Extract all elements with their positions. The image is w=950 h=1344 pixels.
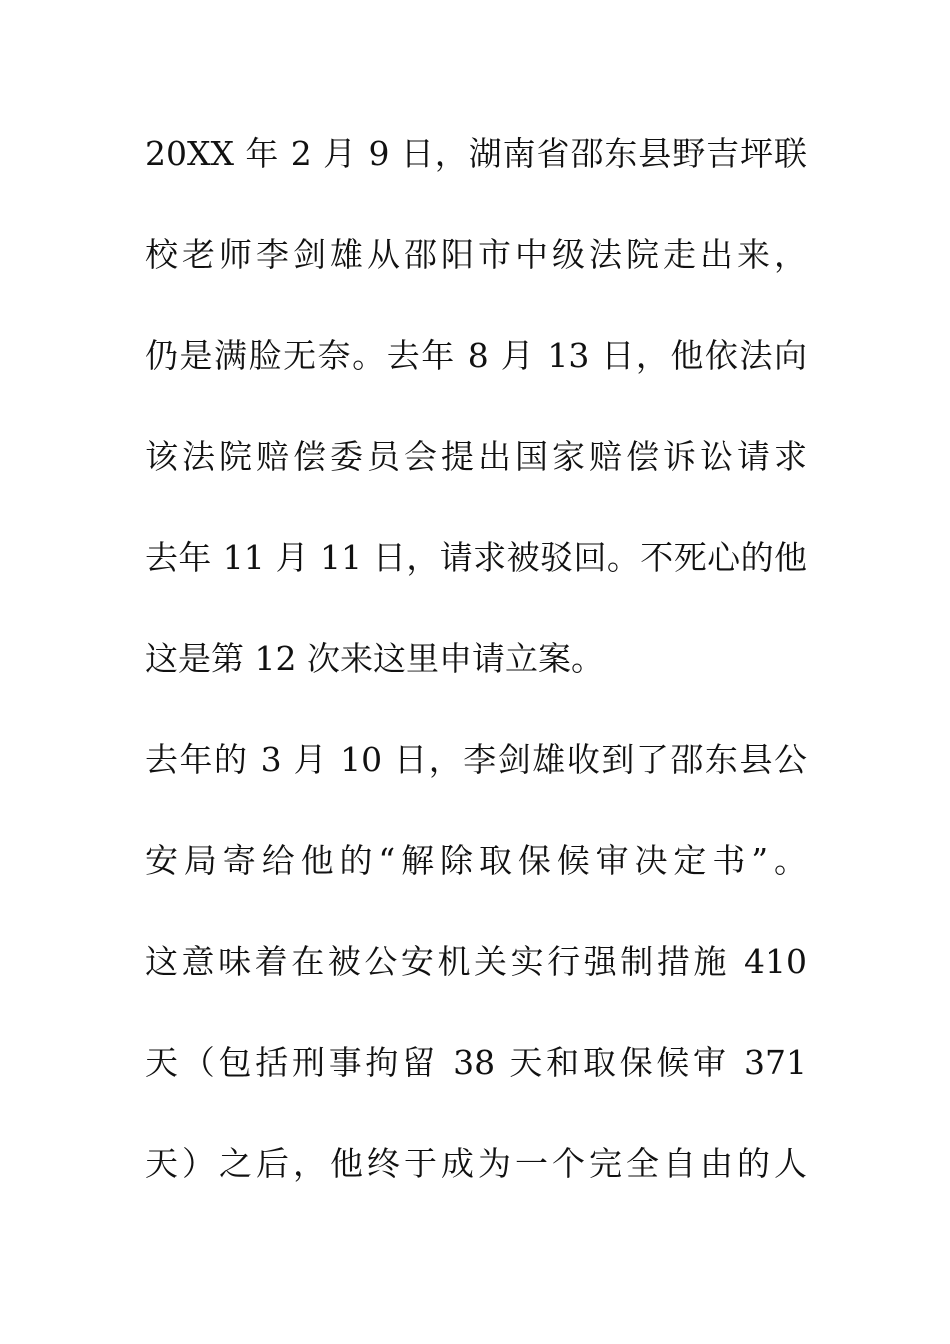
text-line-11: 天）之后，他终于成为一个完全自由的人 — [145, 1144, 807, 1183]
text-line-4: 该法院赔偿委员会提出国家赔偿诉讼请求 — [145, 437, 807, 476]
text-line-6: 这是第 12 次来这里申请立案。 — [145, 639, 604, 678]
text-line-10: 天（包括刑事拘留 38 天和取保候审 371 — [145, 1043, 807, 1082]
text-line-3: 仍是满脸无奈。去年 8 月 13 日，他依法向 — [145, 336, 807, 375]
body-text — [145, 128, 807, 1239]
text-line-1: 20XX 年 2 月 9 日，湖南省邵东县野吉坪联 — [145, 134, 807, 173]
text-line-7: 去年的 3 月 10 日，李剑雄收到了邵东县公 — [145, 740, 807, 779]
text-line-5: 去年 11 月 11 日，请求被驳回。不死心的他 — [145, 538, 807, 577]
text-line-2: 校老师李剑雄从邵阳市中级法院走出来， — [145, 235, 807, 274]
text-line-9: 这意味着在被公安机关实行强制措施 410 — [145, 942, 807, 981]
text-line-8: 安局寄给他的“解除取保候审决定书”。 — [145, 841, 807, 880]
